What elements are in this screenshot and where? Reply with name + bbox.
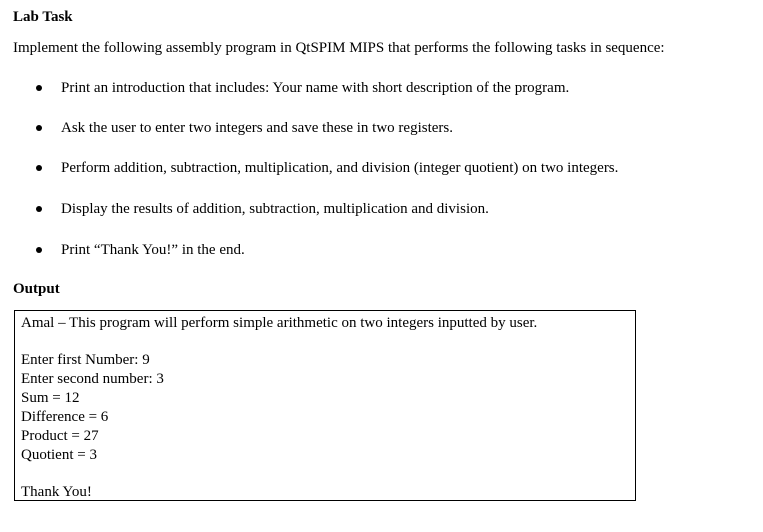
lab-task-heading: Lab Task	[13, 9, 73, 25]
output-line: Amal – This program will perform simple arithmetic on two integers inputted by user.	[21, 315, 538, 331]
lab-task-intro: Implement the following assembly program in QtSPIM MIPS that performs the following tasks in sequence:	[13, 40, 665, 56]
output-line: Difference = 6	[21, 409, 109, 425]
output-box	[14, 310, 636, 501]
output-line: Thank You!	[21, 484, 92, 500]
task-text: Display the results of addition, subtraction, multiplication and division.	[61, 201, 489, 217]
task-item	[0, 241, 740, 261]
output-line: Enter first Number: 9	[21, 352, 150, 368]
output-line: Enter second number: 3	[21, 371, 164, 387]
task-item	[0, 79, 740, 99]
task-item	[0, 200, 740, 220]
task-text: Ask the user to enter two integers and save these in two registers.	[61, 120, 453, 136]
task-text: Perform addition, subtraction, multiplication, and division (integer quotient) on two integers.	[61, 160, 619, 176]
task-text: Print “Thank You!” in the end.	[61, 242, 245, 258]
output-line: Quotient = 3	[21, 447, 97, 463]
output-line: Sum = 12	[21, 390, 80, 406]
task-item	[0, 159, 740, 179]
bullet-icon	[36, 247, 42, 253]
task-text: Print an introduction that includes: Your name with short description of the program.	[61, 80, 570, 96]
bullet-icon	[36, 85, 42, 91]
output-line: Product = 27	[21, 428, 99, 444]
task-item	[0, 119, 740, 139]
output-heading: Output	[13, 281, 60, 297]
bullet-icon	[36, 165, 42, 171]
bullet-icon	[36, 125, 42, 131]
bullet-icon	[36, 206, 42, 212]
